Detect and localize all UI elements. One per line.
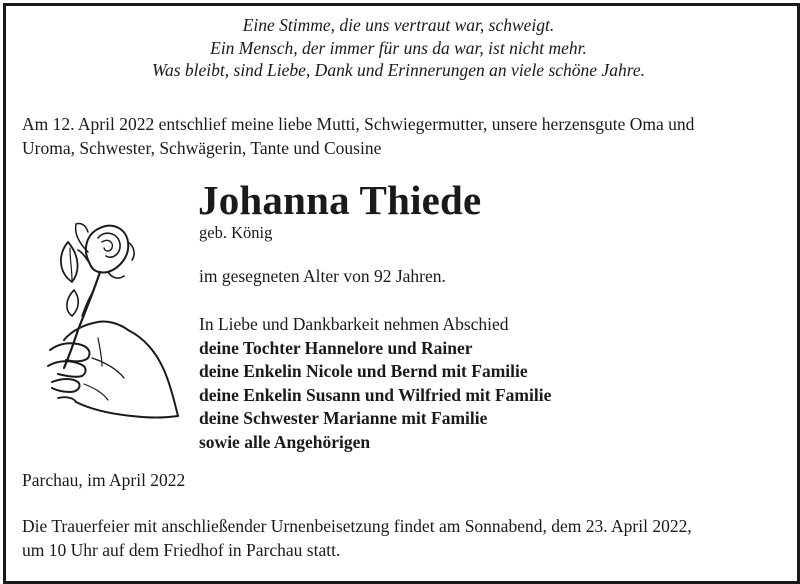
funeral-details (22, 515, 792, 562)
mourners-list (199, 313, 551, 454)
announcement-line: Uroma, Schwester, Schwägerin, Tante und Cousine (22, 138, 382, 158)
mourner-entry: deine Tochter Hannelore und Rainer (199, 337, 473, 358)
age-statement: im gesegneten Alter von 92 Jahren. (199, 266, 446, 286)
announcement-line: Am 12. April 2022 entschlief meine liebe Mutti, Schwiegermutter, unsere herzensgute Oma und (22, 114, 695, 134)
poem-line: Ein Mensch, der immer für uns da war, ist nicht mehr. (210, 37, 587, 58)
mourner-entry: deine Enkelin Susann und Wilfried mit Familie (199, 384, 552, 405)
death-announcement (22, 112, 782, 160)
mourner-entry: sowie alle Angehörigen (199, 431, 371, 452)
birth-name: geb. König (199, 223, 273, 242)
deceased-name: Johanna Thiede (198, 177, 482, 223)
memorial-poem (0, 14, 797, 82)
funeral-line: Die Trauerfeier mit anschließender Urnenbeisetzung findet am Sonnabend, dem 23. April 2022, (22, 516, 692, 536)
poem-line: Was bleibt, sind Liebe, Dank und Erinnerungen an viele schöne Jahre. (152, 60, 645, 80)
mourner-entry: deine Schwester Marianne mit Familie (199, 408, 488, 428)
mourner-entry: deine Enkelin Nicole und Bernd mit Familie (199, 361, 528, 381)
mourners-heading: In Liebe und Dankbarkeit nehmen Abschied (199, 314, 509, 334)
poem-line: Eine Stimme, die uns vertraut war, schweigt. (242, 15, 555, 35)
rose-in-hand-icon (28, 212, 188, 426)
place-and-date: Parchau, im April 2022 (22, 470, 186, 490)
funeral-line: um 10 Uhr auf dem Friedhof in Parchau statt. (22, 539, 341, 560)
